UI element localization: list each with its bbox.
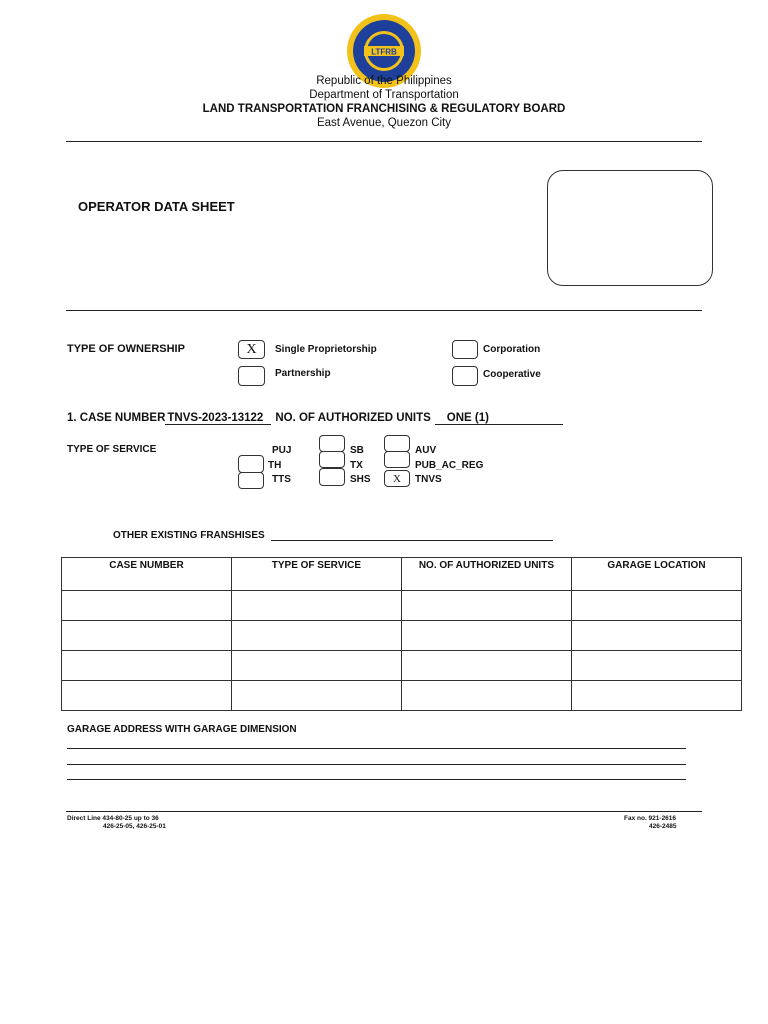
table-cell[interactable] [62, 651, 232, 681]
table-cell[interactable] [401, 651, 571, 681]
franchise-table [61, 557, 742, 711]
col-type-of-service: TYPE OF SERVICE [231, 558, 401, 591]
auv-checkbox[interactable] [384, 435, 410, 452]
table-cell[interactable] [62, 621, 232, 651]
tts-label: TTS [272, 474, 291, 485]
col-authorized-units: NO. OF AUTHORIZED UNITS [401, 558, 571, 591]
svg-text:LTFRB: LTFRB [371, 47, 397, 57]
other-franchises-label: OTHER EXISTING FRANSHISES [113, 530, 265, 541]
ownership-label: TYPE OF OWNERSHIP [67, 343, 185, 355]
garage-address-label: GARAGE ADDRESS WITH GARAGE DIMENSION [67, 724, 297, 735]
table-cell[interactable] [571, 681, 741, 711]
shs-checkbox[interactable] [319, 468, 345, 486]
table-cell[interactable] [231, 651, 401, 681]
puj-label: PUJ [272, 445, 292, 456]
photo-box [547, 170, 713, 286]
table-cell[interactable] [231, 621, 401, 651]
col-case-number: CASE NUMBER [62, 558, 232, 591]
table-cell[interactable] [571, 591, 741, 621]
page-title: OPERATOR DATA SHEET [78, 199, 235, 214]
case-number-label: 1. CASE NUMBER [67, 412, 166, 424]
case-number-value[interactable]: TNVS-2023-13122 [165, 412, 271, 425]
title-divider [66, 310, 702, 311]
table-row [62, 681, 742, 711]
puj-checkbox[interactable] [238, 455, 264, 473]
tnvs-checkbox[interactable]: X [384, 470, 410, 487]
table-header-row [62, 558, 742, 591]
table-cell[interactable] [401, 681, 571, 711]
footer-fax-2: 426-2485 [649, 823, 677, 830]
footer-direct-line: Direct Line 434-80-25 up to 36 [67, 815, 159, 822]
auv-label: AUV [415, 445, 437, 456]
table-row [62, 621, 742, 651]
table-row [62, 651, 742, 681]
authorized-units-label: NO. OF AUTHORIZED UNITS [275, 412, 431, 424]
garage-address-line-3[interactable] [67, 779, 686, 780]
table-cell[interactable] [401, 591, 571, 621]
corporation-label: Corporation [483, 344, 541, 355]
cooperative-checkbox[interactable] [452, 366, 478, 386]
table-cell[interactable] [62, 591, 232, 621]
authorized-units-value[interactable]: ONE (1) [435, 412, 563, 425]
table-cell[interactable] [401, 621, 571, 651]
header-agency: LAND TRANSPORTATION FRANCHISING & REGULATORY BOARD [202, 103, 566, 115]
header-divider [66, 141, 702, 142]
cooperative-label: Cooperative [483, 369, 541, 380]
table-cell[interactable] [231, 591, 401, 621]
single-proprietorship-checkbox[interactable]: X [238, 340, 265, 359]
header-republic: Republic of the Philippines [316, 75, 452, 87]
partnership-label: Partnership [275, 368, 331, 379]
corporation-checkbox[interactable] [452, 340, 478, 359]
garage-address-line-1[interactable] [67, 748, 686, 749]
tts-checkbox[interactable] [238, 472, 264, 489]
single-proprietorship-label: Single Proprietorship [275, 344, 377, 355]
table-cell[interactable] [231, 681, 401, 711]
tx-checkbox[interactable] [319, 451, 345, 468]
header-department: Department of Transportation [309, 89, 459, 101]
table-row [62, 591, 742, 621]
footer-direct-line-2: 426-25-05, 426-25-01 [103, 823, 166, 830]
th-label: TH [268, 460, 282, 471]
partnership-checkbox[interactable] [238, 366, 265, 386]
sb-checkbox[interactable] [319, 435, 345, 452]
tnvs-label: TNVS [415, 474, 442, 485]
garage-address-line-2[interactable] [67, 764, 686, 765]
other-franchises-line[interactable] [271, 540, 553, 541]
shs-label: SHS [350, 474, 371, 485]
table-cell[interactable] [62, 681, 232, 711]
footer-divider [66, 811, 702, 812]
table-cell[interactable] [571, 621, 741, 651]
col-garage-location: GARAGE LOCATION [571, 558, 741, 591]
header-address: East Avenue, Quezon City [316, 117, 452, 129]
tx-label: TX [350, 460, 363, 471]
pub-ac-reg-checkbox[interactable] [384, 451, 410, 468]
footer-fax: Fax no. 921-2616 [624, 815, 677, 822]
service-label: TYPE OF SERVICE [67, 444, 157, 455]
sb-label: SB [350, 445, 364, 456]
table-cell[interactable] [571, 651, 741, 681]
pub-ac-reg-label: PUB_AC_REG [415, 460, 484, 471]
